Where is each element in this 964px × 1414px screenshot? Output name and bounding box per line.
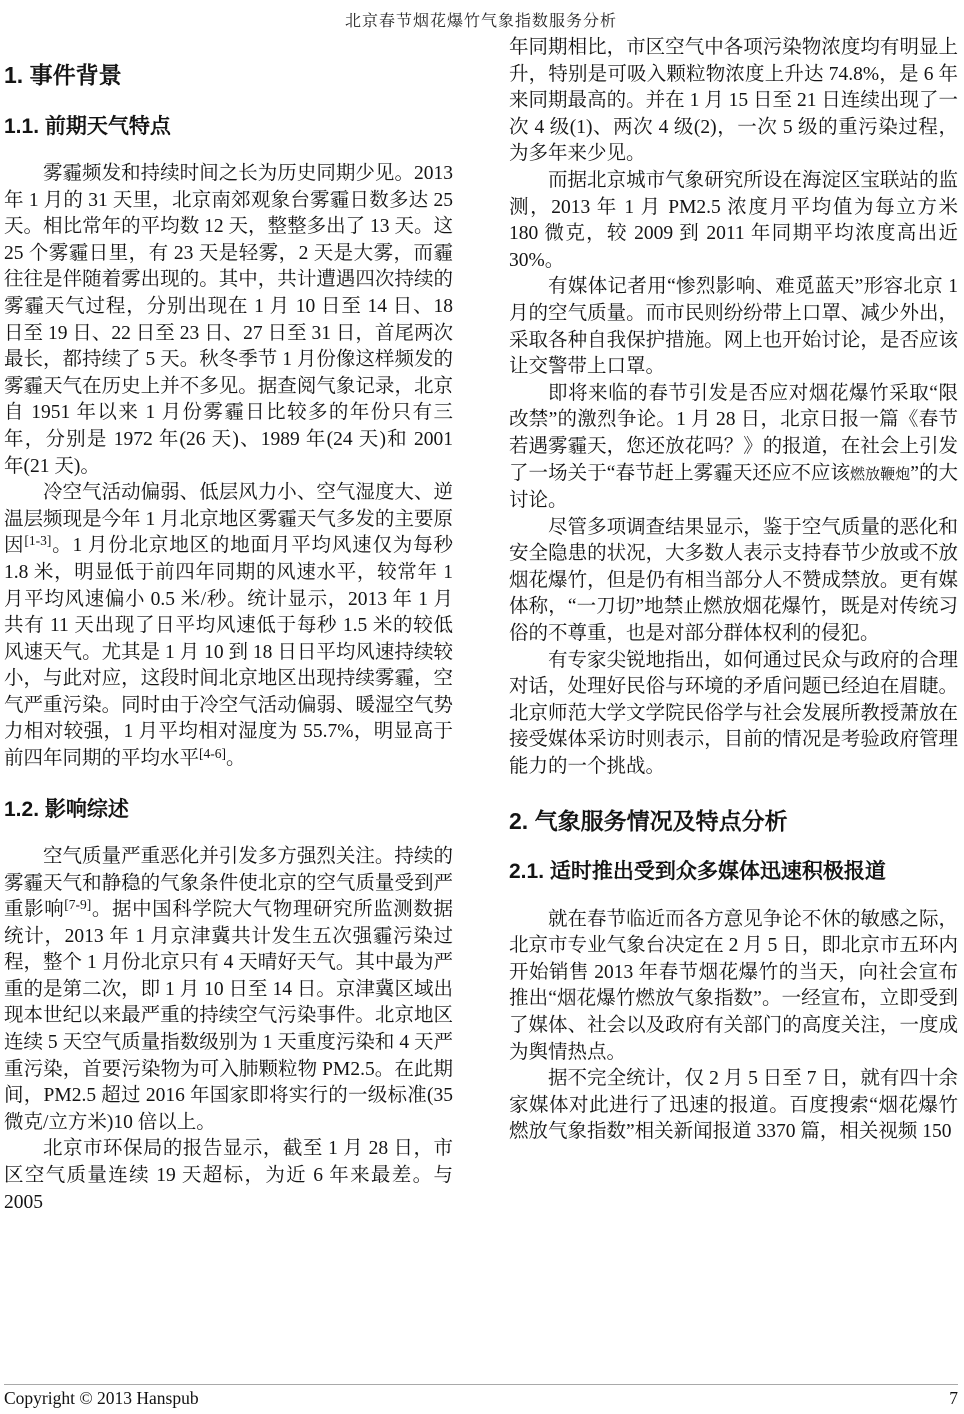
text-run: 燃放鞭炮 — [850, 466, 911, 483]
text-run: 尽管多项调查结果显示，鉴于空气质量的恶化和安全隐患的状况，大多数人表示支持春节少放或不放烟花爆竹，但是仍有相当部分人不赞成禁放。更有媒体称，“一刀切”地禁止燃放烟花爆竹，既是对传统习俗的不尊重，也是对部分群体权利的侵犯。 — [509, 516, 958, 645]
citation-ref: [4-6] — [199, 745, 227, 761]
text-run: 有媒体记者用“惨烈影响、难觅蓝天”形容北京 1 月的空气质量。而市民则纷纷带上口罩、减少外出，采取各种自我保护措施。网上也开始讨论，是否应该让交警带上口罩。 — [509, 276, 958, 378]
text-run: 据不完全统计，仅 2 月 5 日至 7 日，就有四十余家媒体对此进行了迅速的报道。百度搜索“烟花爆竹燃放气象指数”相关新闻报道 3370 篇，相关视频 150 — [509, 1068, 958, 1143]
paragraph-media-reaction — [509, 274, 958, 380]
page-number: 7 — [949, 1388, 958, 1408]
paragraph-index-launch — [509, 907, 958, 1067]
text-run: 而据北京城市气象研究所设在海淀区宝联站的监测，2013 年 1 月 PM2.5 浓度月平均值为每立方米 180 微克，较 2009 到 2011 年同期平均浓度高出近 30%。 — [509, 169, 958, 271]
paragraph-expert-opinion — [509, 648, 958, 781]
paragraph-air-quality-impact — [4, 844, 453, 1137]
paragraph-media-coverage-stats — [509, 1066, 958, 1146]
text-run: 空气质量严重恶化并引发多方强烈关注。持续的雾霾天气和静稳的气象条件使北京的空气质量受到严重影响 — [4, 845, 453, 921]
paragraph-weather-overview — [4, 161, 453, 480]
citation-ref: [1-3] — [24, 532, 52, 548]
left-column — [4, 35, 453, 1216]
text-run: 。1 月份北京地区的地面月平均风速仅为每秒 1.8 米，明显低于前四年同期的风速水平，较常年 1 月平均风速偏小 0.5 米/秒。统计显示，2013 年 1 月共有 11 天出现了日平均风速低于每秒 1.5 米的较低风速天气。尤其是 1 月 10 到 18 日日平均风速持续较小，与此对应，这段时间北京地区出现持续雾霾，空气严重污染。同时由于冷空气活动偏弱、暖湿空气势力相对较强，1 月平均相对湿度为 55.7%，明显高于前四年同期的平均水平 — [4, 535, 453, 770]
page-footer — [4, 1384, 958, 1414]
copyright-notice: Copyright © 2013 Hanspub — [4, 1388, 199, 1408]
section-1-heading: 1. 事件背景 — [4, 62, 122, 88]
paragraph-epb-report — [4, 1136, 453, 1216]
text-run: ”的大讨论。 — [509, 462, 959, 512]
paragraph-wind-humidity — [4, 480, 453, 773]
paragraph-epb-report-continued — [509, 35, 958, 168]
section-2-heading: 2. 气象服务情况及特点分析 — [509, 807, 788, 834]
two-column-body — [4, 35, 958, 1216]
text-run: 有专家尖锐地指出，如何通过民众与政府的合理对话，处理好民俗与环境的矛盾问题已经迫在眉睫。北京师范大学文学院民俗学与社会发展所教授萧放在接受媒体采访时则表示，目前的情况是考验政府管理能力的一个挑战。 — [509, 649, 958, 778]
paragraph-survey-results — [509, 515, 958, 648]
subsection-1-2-heading: 1.2. 影响综述 — [4, 797, 129, 821]
paragraph-fireworks-debate — [509, 381, 958, 515]
text-run: 就在春节临近而各方意见争论不休的敏感之际，北京市专业气象台决定在 2 月 5 日，即北京市五环内开始销售 2013 年春节烟花爆竹的当天，向社会宣布推出“烟花爆竹燃放气象指数”。一经宣布，立即受到了媒体、社会以及政府有关部门的高度关注，一度成为舆情热点。 — [509, 908, 958, 1063]
text-run: 冷空气活动偏弱、低层风力小、空气湿度大、逆温层频现是今年 1 月北京地区雾霾天气多发的主要原因 — [4, 482, 453, 557]
right-column — [509, 35, 958, 1216]
text-run: 北京市环保局的报告显示，截至 1 月 28 日，市区空气质量连续 19 天超标，为近 6 年来最差。与 2005 — [4, 1138, 453, 1213]
text-run: 雾霾频发和持续时间之长为历史同期少见。2013 年 1 月的 31 天里，北京南郊观象台雾霾日数多达 25 天。相比常年的平均数 12 天，整整多出了 13 天。这 25 个雾霾日里，有 23 天是轻雾，2 天是大雾，而霾往往是伴随着雾出现的。其中，共计遭遇四次持续的雾霾天气过程，分别出现在 1 月 10 日至 14 日、18 日至 19 日、22 日至 23 日、27 日至 31 日，首尾两次最长，都持续了 5 天。秋冬季节 1 月份像这样频发的雾霾天气在历史上并不多见。据查阅气象记录，北京自 1951 年以来 1 月份雾霾日比较多的年份只有三年，分别是 1972 年(26 天)、1989 年(24 天)和 2001 年(21 天)。 — [4, 163, 453, 477]
text-run: 年同期相比，市区空气中各项污染物浓度均有明显上升，特别是可吸入颗粒物浓度上升达 74.8%，是 6 年来同期最高的。并在 1 月 15 日至 21 日连续出现了一次 4 级(1)、两次 4 级(2)，一次 5 级的重污染过程，为多年来少见。 — [509, 37, 958, 165]
text-run: 即将来临的春节引发是否应对烟花爆竹采取“限改禁”的激烈争论。1 月 28 日，北京日报一篇《春节若遇雾霾天，您还放花吗？》的报道，在社会上引发了一场关于“春节赶上雾霾天还应不应该 — [509, 382, 958, 484]
running-head-title: 北京春节烟花爆竹气象指数服务分析 — [344, 13, 617, 30]
text-run: 。 — [226, 748, 246, 770]
text-run: 。据中国科学院大气物理研究所监测数据统计，2013 年 1 月京津冀共计发生五次强霾污染过程，整个 1 月份北京只有 4 天晴好天气。其中最为严重的是第二次，即 1 月 10 日至 14 日。京津冀区域出现本世纪以来最严重的持续空气污染事件。北京地区连续 5 天空气质量指数级别为 1 天重度污染和 4 天严重污染，首要污染物为可入肺颗粒物 PM2.5。在此期间，PM2.5 超过 2016 年国家即将实行的一级标准(35 微克/立方米)10 倍以上。 — [4, 899, 453, 1133]
paragraph-pm25-monitoring — [509, 168, 958, 274]
citation-ref: [7-9] — [64, 896, 92, 912]
subsection-2-1-heading: 2.1. 适时推出受到众多媒体迅速积极报道 — [509, 860, 886, 884]
subsection-1-1-heading: 1.1. 前期天气特点 — [4, 114, 171, 138]
